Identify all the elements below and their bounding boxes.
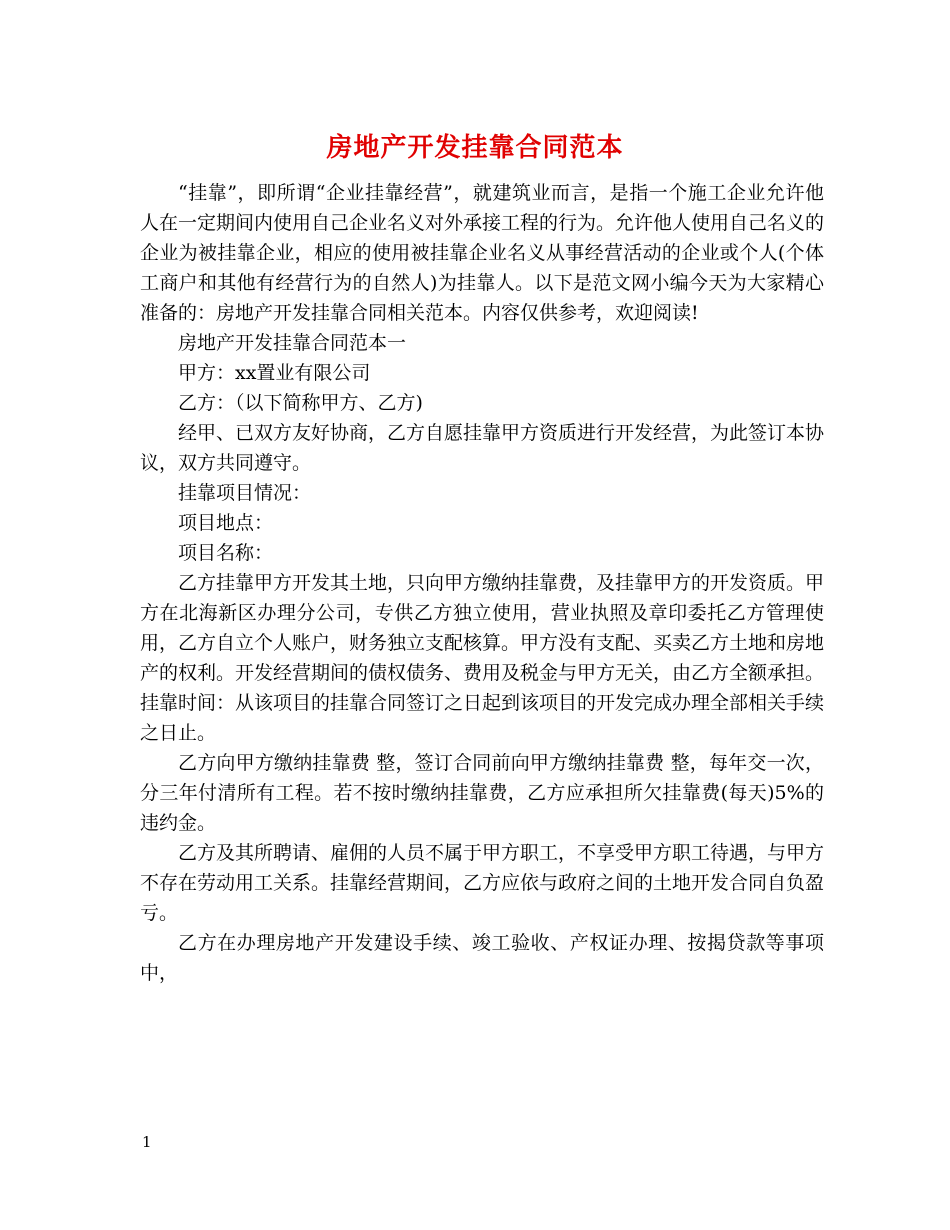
page-number: 1 — [142, 1133, 152, 1151]
clause-paragraph: 乙方向甲方缴纳挂靠费 整，签订合同前向甲方缴纳挂靠费 整，每年交一次，分三年付清所有工程。若不按时缴纳挂靠费，乙方应承担所欠挂靠费(每天)5%的违约金。 — [140, 752, 824, 834]
clause-paragraph: 乙方在办理房地产开发建设手续、竣工验收、产权证办理、按揭贷款等事项中， — [140, 932, 824, 984]
party-b-line: 乙方：（以下简称甲方、乙方) — [178, 392, 423, 414]
document-body — [140, 178, 824, 988]
project-name-line: 项目名称： — [178, 542, 274, 564]
contract-heading: 房地产开发挂靠合同范本一 — [178, 332, 407, 354]
agreement-paragraph: 经甲、已双方友好协商，乙方自愿挂靠甲方资质进行开发经营，为此签订本协议，双方共同遵守。 — [140, 422, 825, 474]
document-title: 房地产开发挂靠合同范本 — [326, 133, 624, 163]
party-a-line: 甲方：xx置业有限公司 — [178, 362, 371, 384]
clause-paragraph: 乙方挂靠甲方开发其土地，只向甲方缴纳挂靠费，及挂靠甲方的开发资质。甲方在北海新区办理分公司，专供乙方独立使用，营业执照及章印委托乙方管理使用，乙方自立个人账户，财务独立支配核算。甲方没有支配、买卖乙方土地和房地产的权利。开发经营期间的债权债务、费用及税金与甲方无关，由乙方全额承担。挂靠时间：从该项目的挂靠合同签订之日起到该项目的开发完成办理全部相关手续之日止。 — [140, 572, 825, 744]
clause-paragraph: 乙方及其所聘请、雇佣的人员不属于甲方职工，不享受甲方职工待遇，与甲方不存在劳动用工关系。挂靠经营期间，乙方应依与政府之间的土地开发合同自负盈亏。 — [140, 842, 825, 924]
project-info-heading: 挂靠项目情况： — [178, 482, 312, 504]
intro-paragraph: “挂靠”，即所谓“企业挂靠经营”，就建筑业而言，是指一个施工企业允许他人在一定期间内使用自己企业名义对外承接工程的行为。允许他人使用自己名义的企业为被挂靠企业，相应的使用被挂靠企业名义从事经营活动的企业或个人(个体工商户和其他有经营行为的自然人)为挂靠人。以下是范文网小编今天为大家精心准备的：房地产开发挂靠合同相关范本。内容仅供参考，欢迎阅读! — [140, 182, 825, 324]
project-location-line: 项目地点： — [178, 512, 274, 534]
